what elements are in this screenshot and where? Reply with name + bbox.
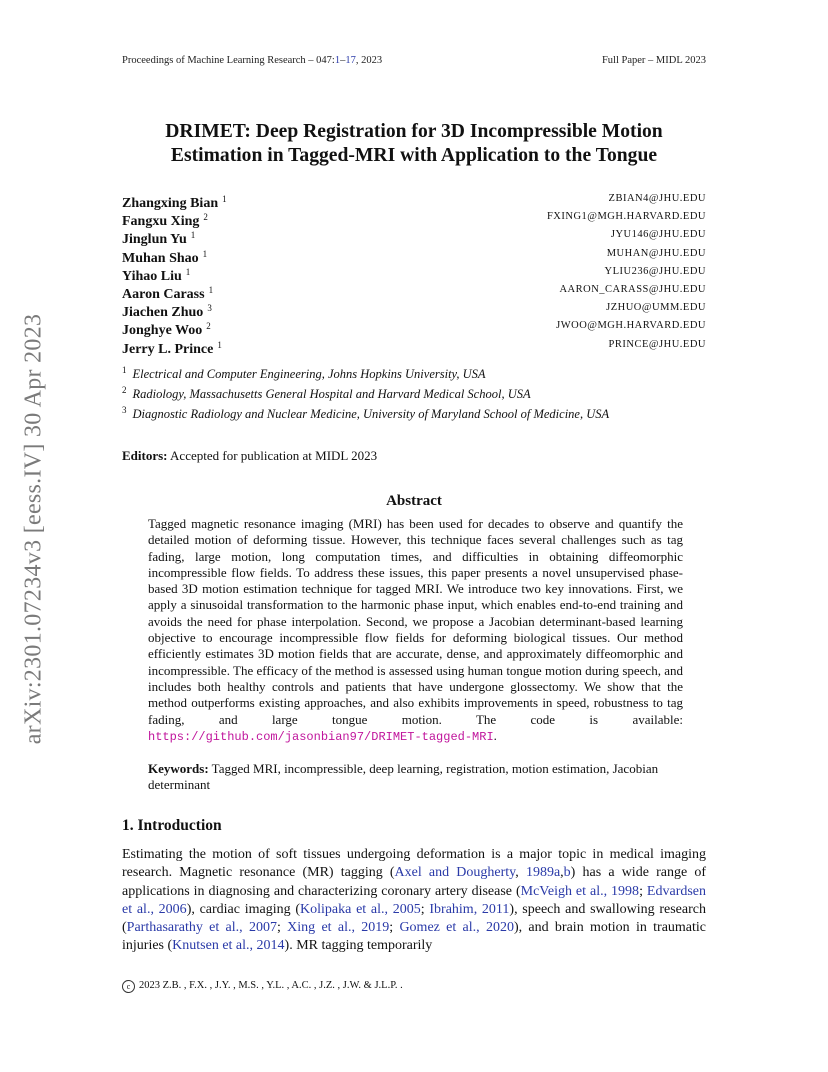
- introduction-paragraph: Estimating the motion of soft tissues undergoing deformation is a major topic in medical imaging research. Magnetic resonance (MR) tagging (Axel and Dougherty, 1989a,b) has a wide range of applications in diagnosing and characterizing coronary artery disease (McVeigh et al., 1998; Edvardsen et al., 2006), cardiac imaging (Kolipaka et al., 2005; Ibrahim, 2011), speech and swallowing research (Parthasarathy et al., 2007; Xing et al., 2019; Gomez et al., 2020), and brain motion in traumatic injuries (Knutsen et al., 2014). MR tagging temporarily: [122, 847, 707, 954]
- author-name: Jiachen Zhuo $^3$: [122, 303, 212, 321]
- paper-title: DRIMET: Deep Registration for 3D Incompressible Motion Estimation in Tagged-MRI with Application to the Tongue: [165, 121, 663, 166]
- author-email: JZHUO@UMM.EDU: [606, 302, 706, 314]
- running-header-right: Full Paper – MIDL 2023: [601, 55, 706, 66]
- author-affiliation-mark: 3: [207, 303, 212, 314]
- author-email: PRINCE@JHU.EDU: [608, 338, 706, 350]
- author-email: AARON_CARASS@JHU.EDU: [559, 284, 706, 295]
- affiliation: $^3$ Diagnostic Radiology and Nuclear Medicine, University of Maryland School of Medicine, USA: [122, 405, 610, 421]
- citation-link[interactable]: Ibrahim, 2011: [429, 901, 510, 917]
- running-header-left: Proceedings of Machine Learning Research – 047:1–17, 2023: [122, 55, 383, 66]
- citation-link[interactable]: McVeigh et al., 1998: [520, 883, 640, 899]
- author-email: YLIU236@JHU.EDU: [604, 265, 706, 277]
- author-affiliation-mark: 2: [203, 212, 208, 223]
- page-start-link[interactable]: 1: [334, 55, 341, 66]
- abstract-body: Tagged magnetic resonance imaging (MRI) has been used for decades to observe and quantify the detailed motion of deforming tissue. However, this technique faces several challenges such as tag fading, large motion, long computation times, and difficulties in obtaining diffeomorphic incompressible flow fields. To address these issues, this paper presents a novel unsupervised phase-based 3D motion estimation technique for tagged MRI. We introduce two key innovations. First, we apply a sinusoidal transformation to the harmonic phase input, which enables end-to-end training and avoids the need for phase interpolation. Second, we propose a Jacobian determinant-based learning objective to encourage incompressible flow fields for deforming biological tissues. Our method efficiently estimates 3D motion fields that are accurate, dense, and approximately diffeomorphic and incompressible. The efficacy of the method is assessed using human tongue motion during speech, and includes both healthy controls and patients that have undergone glossectomy. We show that the method outperforms existing approaches, and also exhibits improvements in speed, robustness to tag fading, and large tongue motion. The code is available: https://github.com/jasonbian97/DRIMET-tagged-MRI.: [148, 516, 683, 744]
- author-affiliation-mark: 1: [217, 339, 222, 350]
- author-name: Jinglun Yu $^1$: [122, 230, 196, 248]
- author-name: Muhan Shao $^1$: [122, 248, 208, 266]
- author-name: Aaron Carass $^1$: [122, 285, 214, 302]
- author-email: JYU146@JHU.EDU: [610, 229, 706, 241]
- author-name: Jerry L. Prince $^1$: [122, 339, 222, 357]
- citation-link[interactable]: Parthasarathy et al., 2007: [126, 920, 277, 936]
- page-end-link[interactable]: 17: [345, 55, 356, 66]
- affiliation: $^1$ Electrical and Computer Engineering, Johns Hopkins University, USA: [122, 365, 486, 381]
- citation-link[interactable]: Knutsen et al., 2014: [172, 938, 285, 954]
- author-name: Zhangxing Bian $^1$: [122, 194, 227, 211]
- citation-link[interactable]: Gomez et al., 2020: [399, 920, 514, 936]
- affiliation: $^2$ Radiology, Massachusetts General Hospital and Harvard Medical School, USA: [122, 385, 531, 401]
- author-name: Fangxu Xing $^2$: [122, 212, 208, 230]
- author-name: Jonghye Woo $^2$: [122, 321, 211, 339]
- section-heading-introduction: 1. Introduction: [122, 817, 222, 834]
- author-email: ZBIAN4@JHU.EDU: [608, 193, 706, 204]
- author-affiliation-mark: 1: [222, 194, 227, 204]
- citation-link[interactable]: b: [563, 865, 571, 881]
- abstract-heading: Abstract: [386, 493, 442, 509]
- author-name: Yihao Liu $^1$: [122, 266, 191, 284]
- code-url-link[interactable]: https://github.com/jasonbian97/DRIMET-tagged-MRI: [148, 729, 494, 744]
- copyright-footer: c 2023 Z.B. , F.X. , J.Y. , M.S. , Y.L. , A.C. , J.Z. , J.W. & J.L.P. .: [122, 980, 403, 993]
- author-email: JWOO@MGH.HARVARD.EDU: [556, 320, 706, 332]
- arxiv-identifier: arXiv:2301.07234v3 [eess.IV] 30 Apr 2023: [20, 313, 47, 745]
- author-affiliation-mark: 1: [208, 285, 214, 295]
- author-email: FXING1@MGH.HARVARD.EDU: [546, 211, 706, 223]
- editors-note: Editors: Accepted for publication at MIDL 2023: [122, 448, 378, 463]
- keywords: Keywords: Tagged MRI, incompressible, deep learning, registration, motion estimation, Jacobian determinant: [148, 761, 659, 793]
- citation-link[interactable]: Xing et al., 2019: [287, 920, 390, 936]
- author-affiliation-mark: 1: [202, 248, 208, 259]
- citation-link[interactable]: 1989a: [525, 865, 561, 881]
- citation-link[interactable]: Axel and Dougherty: [394, 865, 516, 881]
- copyright-icon: c: [122, 980, 135, 993]
- author-affiliation-mark: 2: [206, 321, 211, 332]
- citation-link[interactable]: Edvardsen et al., 2006: [122, 883, 707, 917]
- author-email: MUHAN@JHU.EDU: [606, 247, 706, 259]
- author-affiliation-mark: 1: [190, 230, 196, 241]
- author-affiliation-mark: 1: [185, 266, 191, 277]
- citation-link[interactable]: Kolipaka et al., 2005: [300, 901, 421, 917]
